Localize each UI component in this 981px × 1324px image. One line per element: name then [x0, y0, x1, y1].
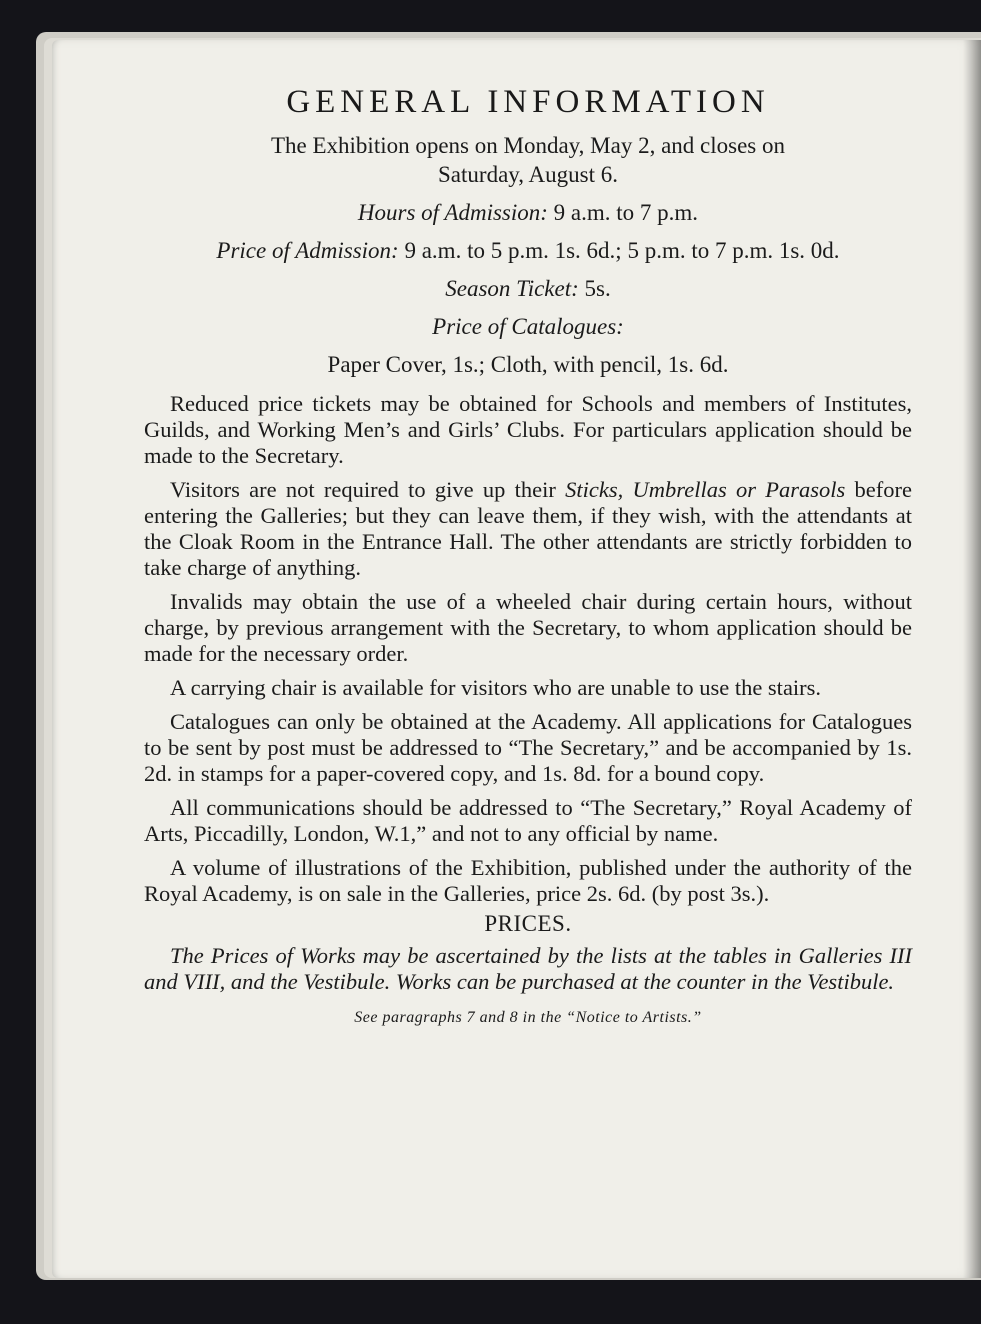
page-gutter-shadow [963, 40, 981, 1278]
price-label: Price of Admission: [216, 238, 399, 263]
opening-line-2: Saturday, August 6. [438, 162, 618, 187]
paragraph-carrying-chair: A carrying chair is available for visitors who are unable to use the stairs. [170, 675, 822, 700]
season-value: 5s. [584, 276, 611, 301]
catalogue-prices: Paper Cover, 1s.; Cloth, with pencil, 1s. 6d. [327, 352, 729, 377]
paragraph-visitors [144, 477, 912, 581]
paragraph-invalids: Invalids may obtain the use of a wheeled chair during certain hours, without charge, by previous arrangement with the Secretary, to whom application should be made for the necessary order. [144, 589, 912, 666]
paragraph-communications: All communications should be addressed to “The Secretary,” Royal Academy of Arts, Piccadilly, London, W.1,” and not to any official by name. [144, 795, 912, 846]
footnote: See paragraphs 7 and 8 in the “Notice to Artists.” [354, 1009, 702, 1026]
page-content [144, 84, 912, 1027]
price-value: 9 a.m. to 5 p.m. 1s. 6d.; 5 p.m. to 7 p.m. 1s. 0d. [404, 238, 840, 263]
visitors-text-a: Visitors are not required to give up their [170, 477, 556, 502]
paragraph-volume: A volume of illustrations of the Exhibition, published under the authority of the Royal Academy, is on sale in the Galleries, price 2s. 6d. (by post 3s.). [144, 855, 912, 906]
prices-text: The Prices of Works may be ascertained by the lists at the tables in Galleries III and VIII, and the Vestibule. Works can be purchased at the counter in the Vestibule. [144, 943, 912, 994]
document-page [52, 40, 981, 1278]
catalogue-label: Price of Catalogues: [432, 314, 624, 339]
prices-heading: PRICES. [484, 911, 572, 936]
hours-of-admission [144, 198, 912, 227]
price-of-admission [144, 236, 912, 265]
opening-line-1: The Exhibition opens on Monday, May 2, and closes on [270, 133, 786, 158]
season-ticket [144, 274, 912, 303]
hours-value: 9 a.m. to 7 p.m. [553, 200, 699, 225]
price-of-catalogues [144, 312, 912, 341]
paragraph-reduced-tickets: Reduced price tickets may be obtained for Schools and members of Institutes, Guilds, and Working Men’s and Girls’ Clubs. For particulars application should be made to the Secretary. [144, 391, 912, 468]
hours-label: Hours of Admission: [357, 200, 548, 225]
season-label: Season Ticket: [445, 276, 579, 301]
visitors-text-c: before entering the Galleries; but they can leave them, if they wish, with the attendants at the Cloak Room in the Entrance Hall. The other attendants are strictly forbidden to take charge of anything. [144, 477, 912, 580]
opening-dates [144, 131, 912, 189]
visitors-text-b: Sticks, Umbrellas or Parasols [565, 477, 846, 502]
paragraph-catalogues: Catalogues can only be obtained at the Academy. All applications for Catalogues to be sent by post must be addressed to “The Secretary,” and be accompanied by 1s. 2d. in stamps for a paper-covered copy, and 1s. 8d. for a bound copy. [144, 709, 912, 786]
page-title: GENERAL INFORMATION [286, 84, 770, 120]
